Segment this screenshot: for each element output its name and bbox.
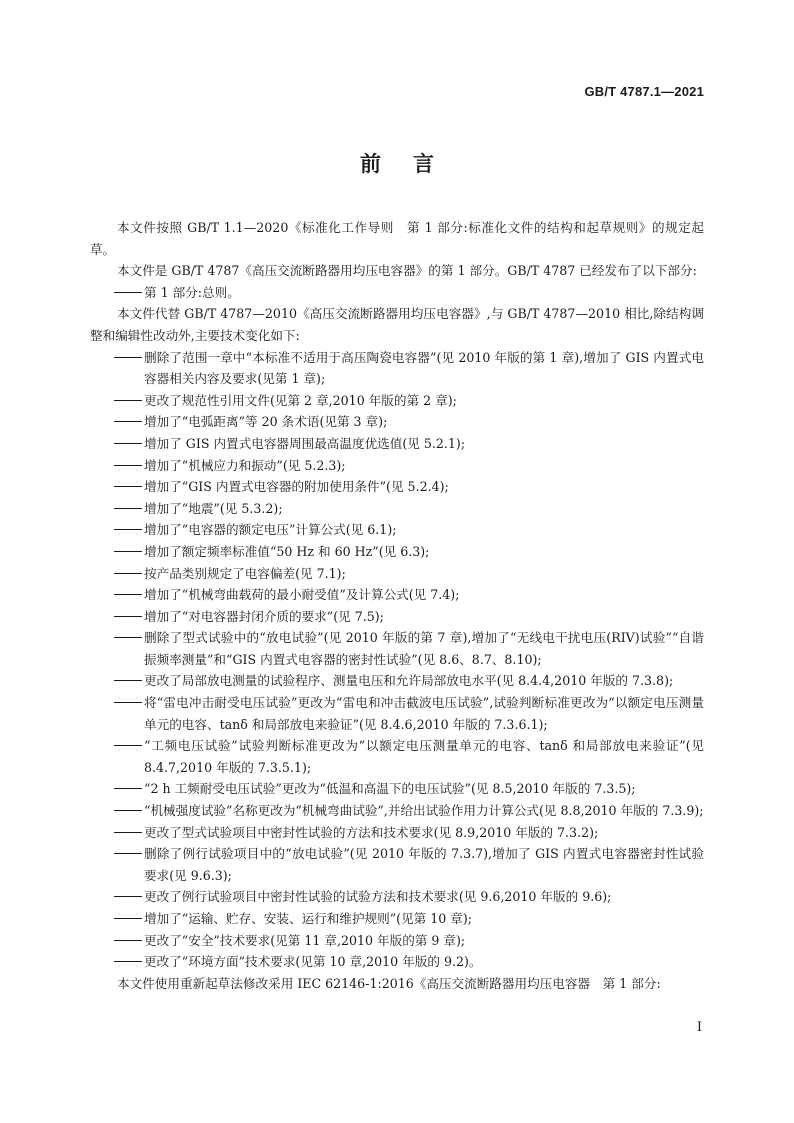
change-item-text: “2 h 工频耐受电压试验”更改为“低温和高温下的电压试验”(见 8.5,2010 年版的 7.3.5); — [144, 781, 636, 797]
dash-bullet — [90, 584, 144, 606]
change-item — [90, 584, 704, 606]
change-item-text: 更改了“环境方面”技术要求(见第 10 章,2010 年版的 9.2)。 — [144, 954, 482, 970]
change-item — [90, 433, 704, 455]
change-item-text: 增加了“机械弯曲载荷的最小耐受值”及计算公式(见 7.4); — [144, 587, 460, 603]
change-item — [90, 800, 704, 822]
change-item-text: 增加了额定频率标准值“50 Hz 和 60 Hz”(见 6.3); — [144, 543, 430, 559]
change-item — [90, 627, 704, 670]
change-item-text: 删除了范围一章中“本标准不适用于高压陶瓷电容器”(见 2010 年版的第 1 章),增加了 GIS 内置式电容器相关内容及要求(见第 1 章); — [144, 349, 704, 387]
change-item — [90, 390, 704, 412]
change-item — [90, 606, 704, 628]
dash-bullet — [90, 822, 144, 844]
dash-bullet — [90, 282, 144, 304]
change-item-text: 增加了“运输、贮存、安装、运行和维护规则”(见第 10 章); — [144, 911, 473, 926]
change-item-text: 增加了“电容器的额定电压”计算公式(见 6.1); — [144, 522, 397, 538]
page-title: 前言 — [360, 151, 466, 176]
paragraph: 本文件是 GB/T 4787《高压交流断路器用均压电容器》的第 1 部分。GB/T 4787 已经发布了以下部分: — [117, 263, 697, 279]
dash-bullet — [90, 498, 144, 520]
change-item — [90, 843, 704, 886]
change-item-text: 增加了“地震”(见 5.3.2); — [144, 500, 283, 516]
dash-bullet — [90, 411, 144, 433]
change-item-text: 增加了“GIS 内置式电容器的附加使用条件”(见 5.2.4); — [144, 479, 449, 495]
dash-bullet — [90, 563, 144, 585]
document-body — [90, 217, 704, 994]
change-item — [90, 735, 704, 778]
change-item — [90, 886, 704, 908]
change-item-text: 删除了型式试验中的“放电试验”(见 2010 年版的第 7 章),增加了“无线电干扰电压(RIV)试验”“自谐振频率测量”和“GIS 内置式电容器的密封性试验”(见 8.6、8.7、8.10); — [144, 630, 704, 667]
dash-bullet — [90, 843, 144, 886]
change-item — [90, 411, 704, 433]
change-item — [90, 498, 704, 520]
change-item — [90, 476, 704, 498]
change-item-text: 增加了“机械应力和振动”(见 5.2.3); — [144, 457, 346, 473]
dash-bullet — [90, 476, 144, 498]
change-item-text: 更改了型式试验项目中密封性试验的方法和技术要求(见 8.9,2010 年版的 7.3.2); — [144, 824, 599, 840]
paragraph: 本文件按照 GB/T 1.1—2020《标准化工作导则 第 1 部分:标准化文件的结构和起草规则》的规定起草。 — [90, 220, 704, 257]
change-item — [90, 692, 704, 735]
dash-bullet — [90, 670, 144, 692]
parts-list-item — [90, 282, 704, 304]
change-item — [90, 930, 704, 952]
dash-bullet — [90, 390, 144, 412]
change-item-text: 增加了“对电容器封闭介质的要求”(见 7.5); — [144, 608, 384, 624]
dash-bullet — [90, 455, 144, 477]
change-item-text: “机械强度试验”名称更改为“机械弯曲试验”,并给出试验作用力计算公式(见 8.8,2010 年版的 7.3.9); — [144, 803, 704, 819]
change-item — [90, 908, 704, 930]
change-item — [90, 563, 704, 585]
changes-list — [90, 347, 704, 973]
change-item-text: “工频电压试验”试验判断标准更改为“以额定电压测量单元的电容、tanδ 和局部放电来验证”(见8.4.7,2010 年版的 7.3.5.1); — [144, 738, 704, 775]
change-item — [90, 455, 704, 477]
paragraph: 本文件使用重新起草法修改采用 IEC 62146-1:2016《高压交流断路器用均压电容器 第 1 部分: — [117, 975, 661, 991]
dash-bullet — [90, 778, 144, 800]
change-item-text: 更改了局部放电测量的试验程序、测量电压和允许局部放电水平(见 8.4.4,2010 年版的 7.3.8); — [144, 673, 674, 689]
dash-bullet — [90, 692, 144, 735]
dash-bullet — [90, 541, 144, 563]
change-item-text: 更改了“安全”技术要求(见第 11 章,2010 年版的第 9 章); — [144, 932, 466, 948]
change-item — [90, 670, 704, 692]
dash-bullet — [90, 908, 144, 930]
standard-code: GB/T 4787.1—2021 — [584, 84, 704, 99]
change-item — [90, 951, 704, 973]
change-item-text: 增加了 GIS 内置式电容器周围最高温度优选值(见 5.2.1); — [144, 435, 466, 451]
change-item-text: 更改了例行试验项目中密封性试验的试验方法和技术要求(见 9.6,2010 年版的 9.6); — [144, 889, 612, 905]
dash-bullet — [90, 951, 144, 973]
dash-bullet — [90, 606, 144, 628]
dash-bullet — [90, 800, 144, 822]
change-item — [90, 541, 704, 563]
change-item — [90, 347, 704, 390]
paragraph: 本文件代替 GB/T 4787—2010《高压交流断路器用均压电容器》,与 GB/T 4787—2010 相比,除结构调整和编辑性改动外,主要技术变化如下: — [90, 306, 704, 343]
change-item-text: 更改了规范性引用文件(见第 2 章,2010 年版的第 2 章); — [144, 392, 457, 408]
change-item-text: 删除了例行试验项目中的“放电试验”(见 2010 年版的 7.3.7),增加了 GIS 内置式电容器密封性试验要求(见 9.6.3); — [144, 846, 704, 883]
change-item-text: 按产品类别规定了电容偏差(见 7.1); — [144, 565, 346, 581]
page-number: I — [696, 1020, 702, 1035]
change-item-text: 增加了“电弧距离”等 20 条术语(见第 3 章); — [144, 414, 388, 430]
change-item — [90, 519, 704, 541]
change-item — [90, 778, 704, 800]
dash-bullet — [90, 433, 144, 455]
change-item — [90, 822, 704, 844]
dash-bullet — [90, 347, 144, 390]
dash-bullet — [90, 519, 144, 541]
change-item-text: 将“雷电冲击耐受电压试验”更改为“雷电和冲击截波电压试验”,试验判断标准更改为“以额定电压测量单元的电容、tanδ 和局部放电来验证”(见 8.4.6,2010 年版的 7.3.6.1); — [144, 695, 704, 732]
dash-bullet — [90, 930, 144, 952]
dash-bullet — [90, 735, 144, 778]
dash-bullet — [90, 627, 144, 670]
dash-bullet — [90, 886, 144, 908]
list-item-text: 第 1 部分:总则。 — [144, 284, 240, 300]
